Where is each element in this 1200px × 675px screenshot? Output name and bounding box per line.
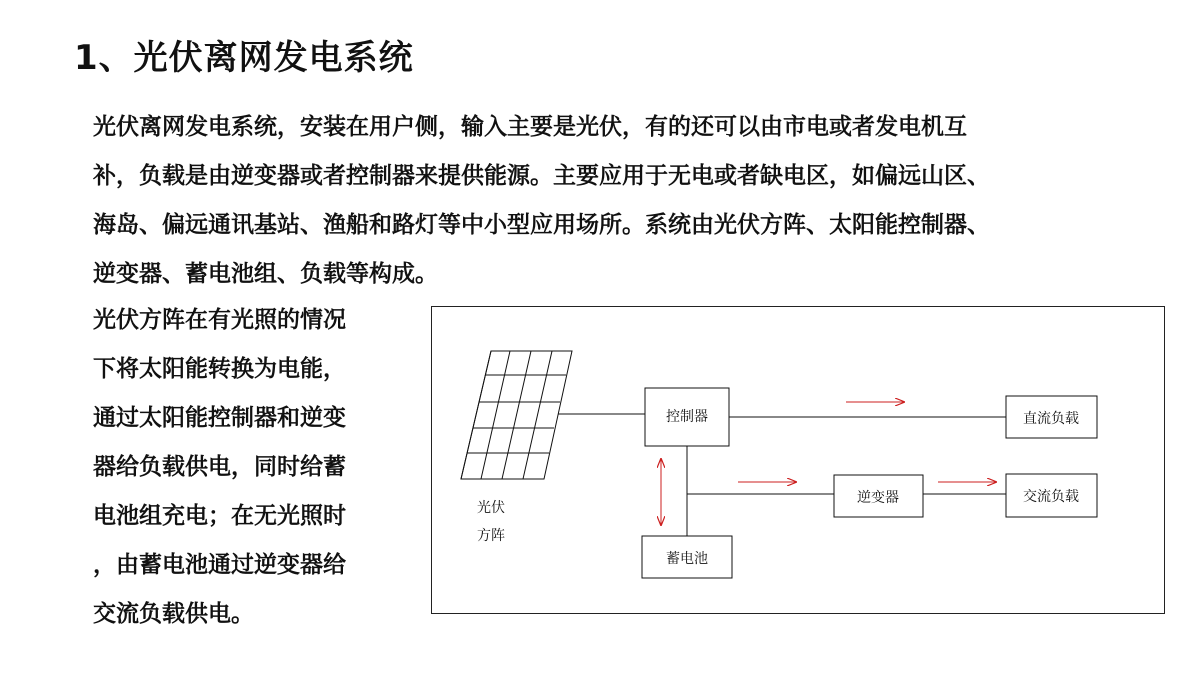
intro-line: 补，负载是由逆变器或者控制器来提供能源。主要应用于无电或者缺电区，如偏远山区、 <box>93 163 990 189</box>
side-line: 交流负载供电。 <box>93 601 254 627</box>
side-line: 光伏方阵在有光照的情况 <box>93 307 346 333</box>
intro-paragraph <box>93 103 1133 299</box>
intro-line: 光伏离网发电系统，安装在用户侧，输入主要是光伏，有的还可以由市电或者发电机互 <box>93 114 967 140</box>
inverter-label: 逆变器 <box>857 490 899 506</box>
connection-lines <box>558 414 1006 536</box>
dc-load-label: 直流负载 <box>1023 411 1079 427</box>
side-line: 下将太阳能转换为电能， <box>93 356 346 382</box>
side-line: 通过太阳能控制器和逆变 <box>93 405 346 431</box>
side-line: 电池组充电；在无光照时 <box>93 503 346 529</box>
intro-line: 逆变器、蓄电池组、负载等构成。 <box>93 261 438 287</box>
diagram-canvas <box>432 307 1166 615</box>
pv-array-icon <box>461 351 572 479</box>
system-diagram <box>431 306 1165 614</box>
page-title: 1、光伏离网发电系统 <box>74 38 414 78</box>
intro-line: 海岛、偏远通讯基站、渔船和路灯等中小型应用场所。系统由光伏方阵、太阳能控制器、 <box>93 212 990 238</box>
pv-label-line2: 方阵 <box>477 528 505 544</box>
ac-load-label: 交流负载 <box>1023 489 1079 505</box>
side-line: 器给负载供电，同时给蓄 <box>93 454 346 480</box>
side-paragraph <box>93 296 413 639</box>
battery-label: 蓄电池 <box>666 551 708 567</box>
controller-label: 控制器 <box>666 409 708 425</box>
side-line: ，由蓄电池通过逆变器给 <box>93 552 346 578</box>
pv-label-line1: 光伏 <box>477 500 505 516</box>
